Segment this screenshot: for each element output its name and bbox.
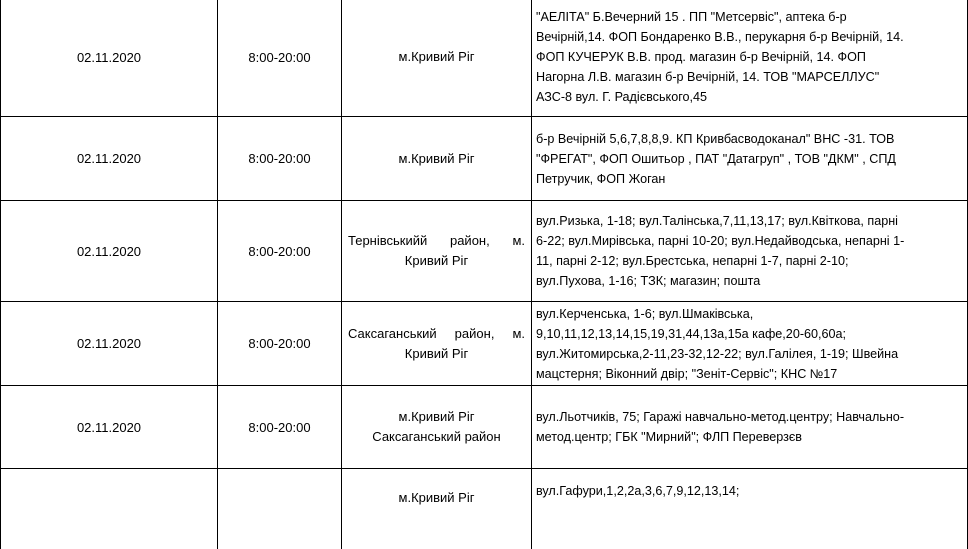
address-line: 6-22; вул.Мирівська, парні 10-20; вул.Недайводська, непарні 1-	[536, 234, 905, 248]
place-text: Тернівськийй район, м. Кривий Ріг	[348, 233, 525, 268]
address-line: ФОП КУЧЕРУК В.В. прод. магазин б-р Вечірній, 14. ФОП	[536, 50, 866, 64]
address-line: "АЕЛІТА" Б.Вечерний 15 . ПП "Метсервіс", аптека б-р	[536, 10, 847, 24]
place-cell	[342, 201, 532, 301]
address-line: метод.центр; ГБК "Мирний"; ФЛП Переверзєв	[536, 430, 802, 444]
address-line: АЗС-8 вул. Г. Радієвського,45	[536, 90, 708, 104]
address-cell	[532, 302, 968, 385]
time-cell: 8:00-20:00	[218, 302, 342, 385]
address-line: 11, парні 2-12; вул.Брестська, непарні 1-7, парні 2-10;	[536, 254, 849, 268]
address-line: вул.Керченська, 1-6; вул.Шмаківська,	[536, 306, 754, 321]
table-row	[0, 201, 968, 302]
place-cell: м.Кривий Ріг	[342, 117, 532, 200]
time-cell: 8:00-20:00	[218, 0, 342, 116]
date-cell	[0, 469, 218, 549]
place-cell	[342, 302, 532, 385]
place-line: м.Кривий Ріг	[398, 409, 475, 424]
place-line: Саксаганський район	[372, 429, 501, 444]
address-cell	[532, 201, 968, 301]
table-row	[0, 302, 968, 386]
time-cell	[218, 469, 342, 549]
address-line: Петручик, ФОП Жоган	[536, 171, 666, 186]
address-line: б-р Вечірній 5,6,7,8,8,9. КП Кривбасводоканал" ВНС -31. ТОВ	[536, 131, 895, 146]
place-cell	[342, 386, 532, 468]
address-line: вул.Льотчиків, 75; Гаражі навчально-метод.центру; Навчально-	[536, 410, 905, 424]
address-line: "ФРЕГАТ", ФОП Ошитьор , ПАТ "Датагруп" , ТОВ "ДКМ" , СПД	[536, 151, 896, 166]
date-cell: 02.11.2020	[0, 386, 218, 468]
date-cell: 02.11.2020	[0, 302, 218, 385]
time-cell: 8:00-20:00	[218, 201, 342, 301]
address-cell	[532, 469, 968, 549]
address-line: мацстерня; Віконний двір; "Зеніт-Сервіс"; КНС №17	[536, 366, 838, 381]
place-line: м.Кривий Ріг	[398, 490, 475, 505]
table-row	[0, 0, 968, 117]
address-cell	[532, 0, 968, 116]
table-row	[0, 386, 968, 469]
address-cell	[532, 386, 968, 468]
address-cell	[532, 117, 968, 200]
address-line: Вечірній,14. ФОП Бондаренко В.В., перукарня б-р Вечірній, 14.	[536, 30, 904, 44]
time-cell: 8:00-20:00	[218, 386, 342, 468]
date-cell: 02.11.2020	[0, 0, 218, 116]
address-line: вул.Ризька, 1-18; вул.Талінська,7,11,13,17; вул.Квіткова, парні	[536, 214, 898, 228]
place-text: Саксаганський район, м. Кривий Ріг	[348, 325, 525, 361]
table-row	[0, 469, 968, 549]
time-cell: 8:00-20:00	[218, 117, 342, 200]
date-cell: 02.11.2020	[0, 117, 218, 200]
place-cell: м.Кривий Ріг	[342, 0, 532, 116]
address-line: вул.Пухова, 1-16; ТЗК; магазин; пошта	[536, 274, 761, 288]
date-cell: 02.11.2020	[0, 201, 218, 301]
table-row	[0, 117, 968, 201]
address-line: вул.Гафури,1,2,2а,3,6,7,9,12,13,14;	[536, 484, 740, 498]
place-cell	[342, 469, 532, 549]
address-line: вул.Житомирська,2-11,23-32,12-22; вул.Галілея, 1-19; Швейна	[536, 346, 899, 361]
address-line: Нагорна Л.В. магазин б-р Вечірній, 14. ТОВ "МАРСЕЛЛУС"	[536, 70, 880, 84]
address-line: 9,10,11,12,13,14,15,19,31,44,13а,15а кафе,20-60,60а;	[536, 326, 847, 341]
